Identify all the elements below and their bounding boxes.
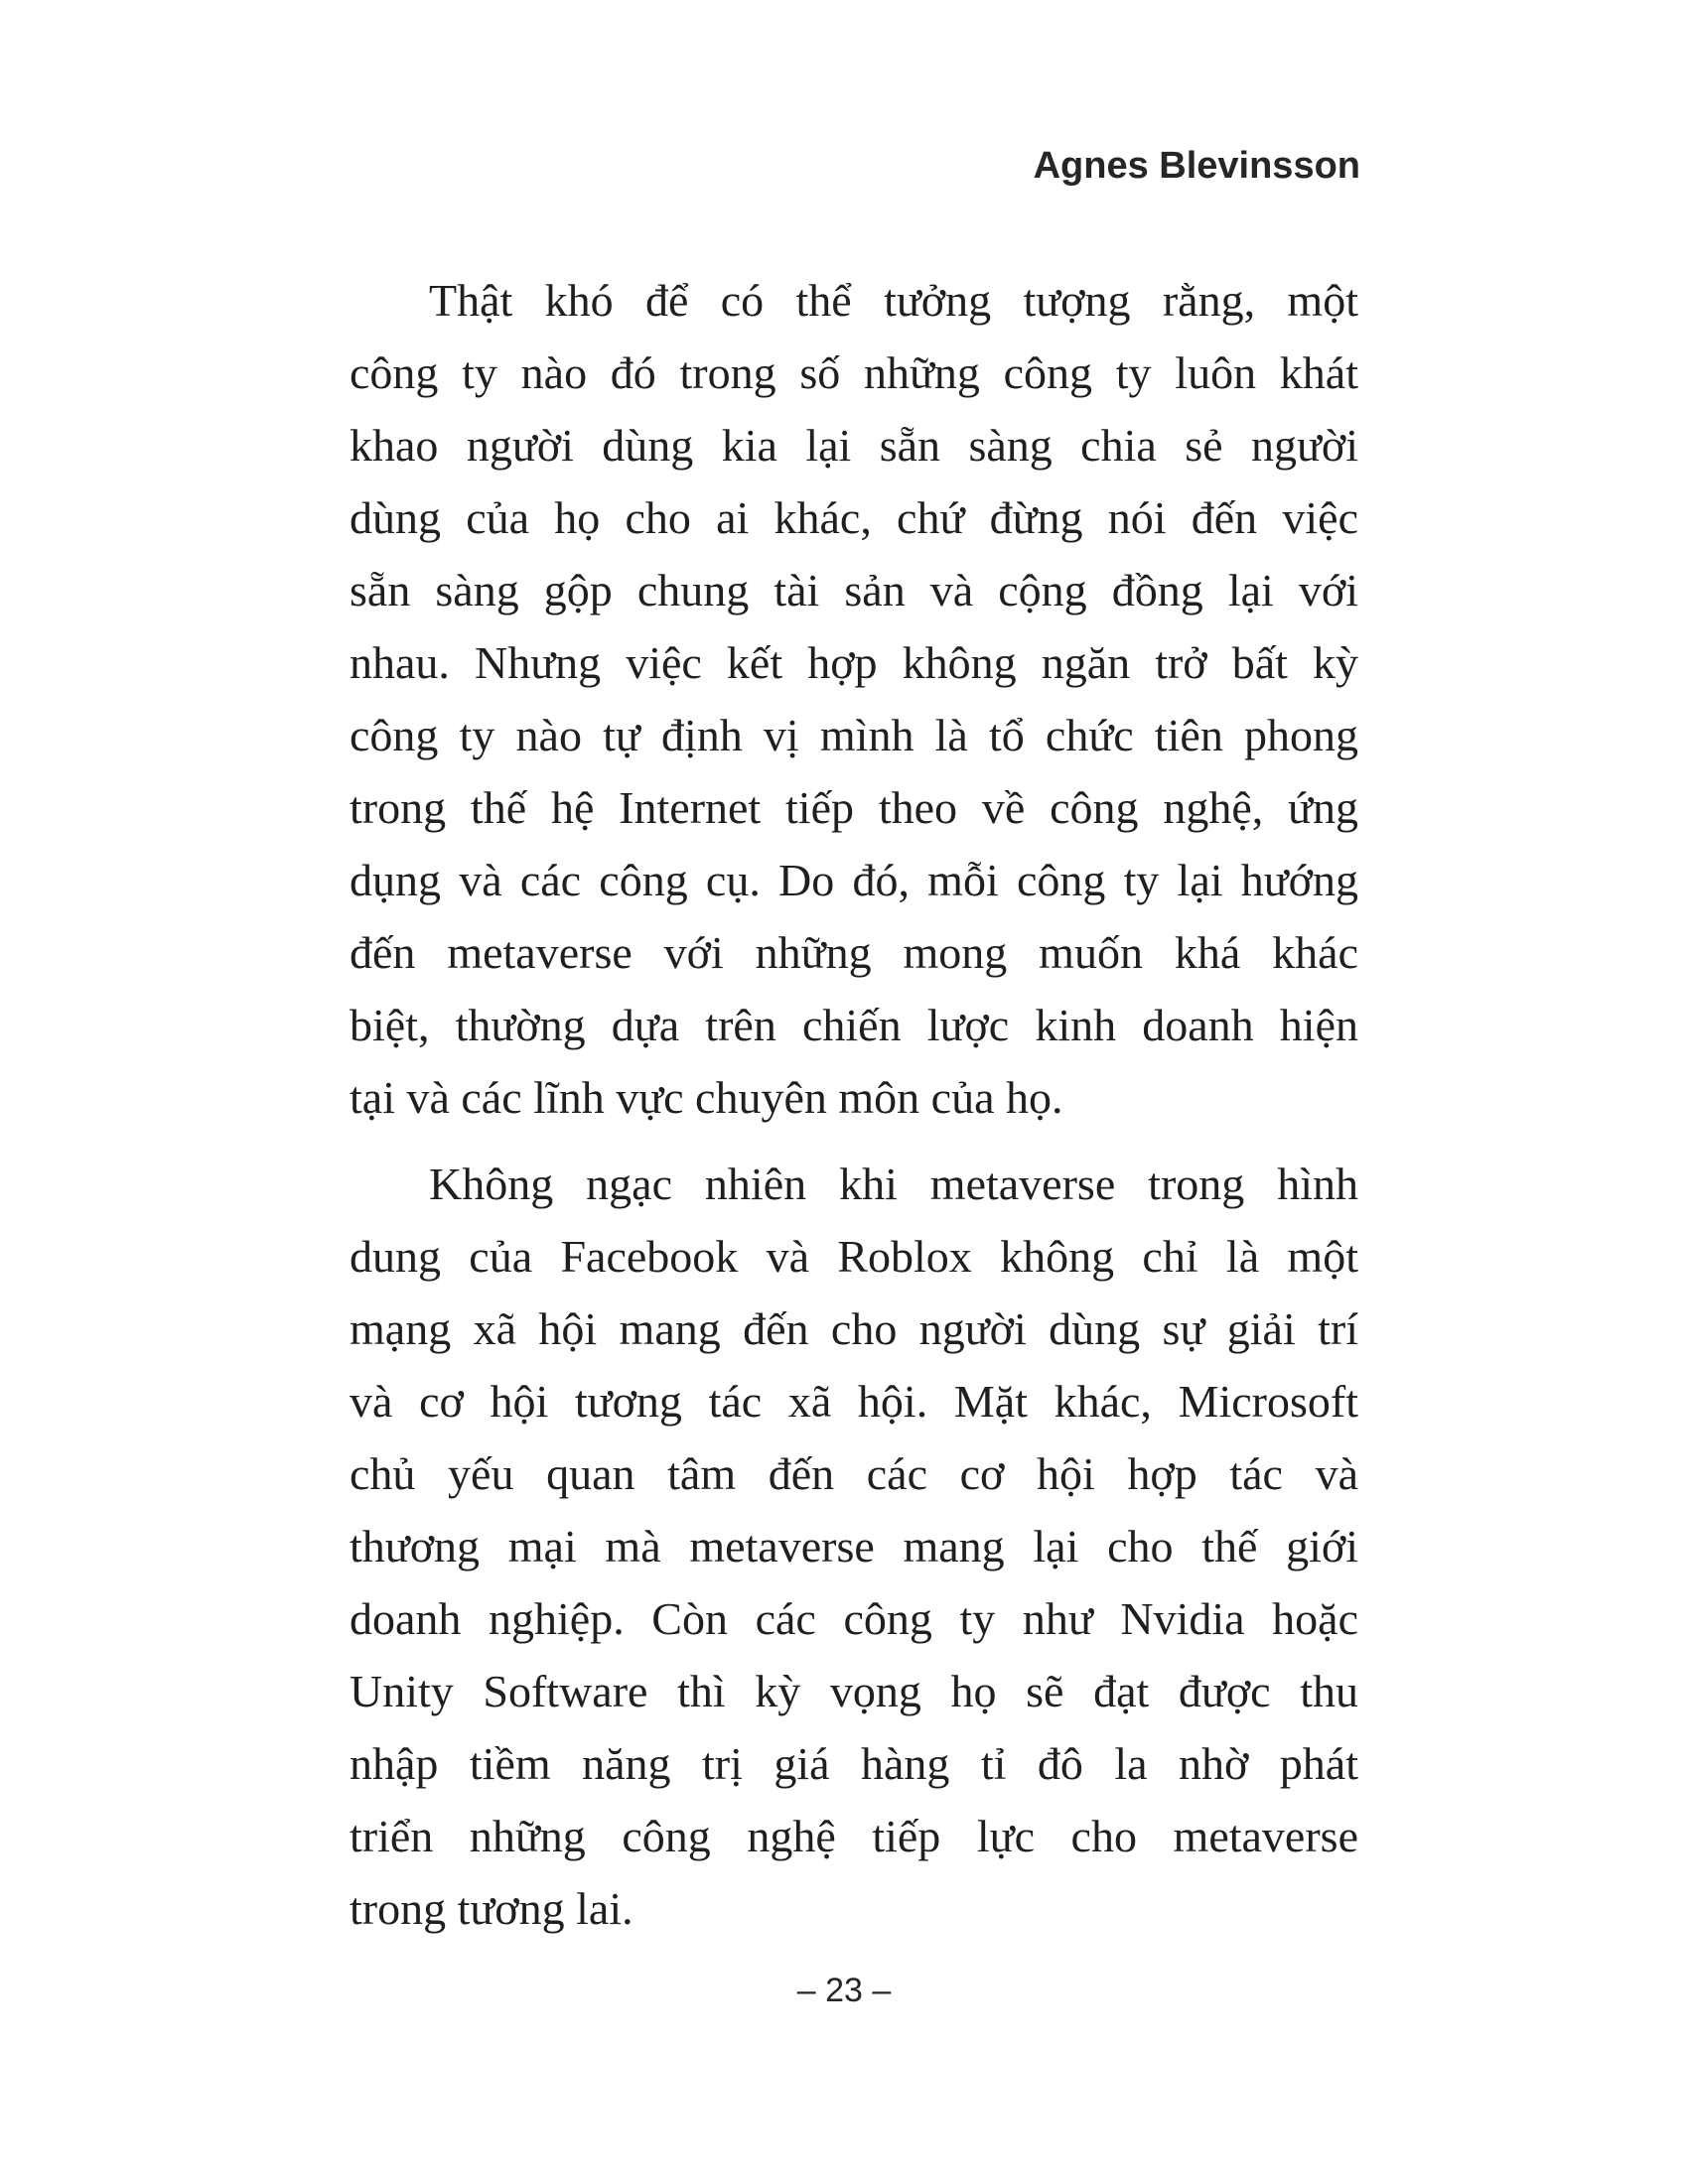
text-line: doanh nghiệp. Còn các công ty như Nvidia hoặc	[350, 1593, 1358, 1644]
body-text	[350, 264, 1358, 1945]
text-line: trong thế hệ Internet tiếp theo về công nghệ, ứng	[350, 782, 1358, 833]
text-line: chủ yếu quan tâm đến các cơ hội hợp tác và	[350, 1448, 1358, 1499]
text-line: mạng xã hội mang đến cho người dùng sự giải trí	[350, 1303, 1358, 1354]
text-line: công ty nào đó trong số những công ty luôn khát	[350, 347, 1358, 398]
running-header-author: Agnes Blevinsson	[1033, 145, 1360, 187]
paragraph-2	[350, 1148, 1358, 1945]
text-line: Không ngạc nhiên khi metaverse trong hình	[429, 1159, 1358, 1209]
text-line: nhập tiềm năng trị giá hàng tỉ đô la nhờ phát	[350, 1738, 1358, 1789]
text-line: tại và các lĩnh vực chuyên môn của họ.	[350, 1072, 1063, 1123]
text-line: dung của Facebook và Roblox không chỉ là một	[350, 1231, 1358, 1282]
text-line: đến metaverse với những mong muốn khá khác	[350, 927, 1358, 978]
page-number: – 23 –	[796, 1972, 892, 2009]
text-line: dùng của họ cho ai khác, chứ đừng nói đến việc	[350, 492, 1358, 543]
text-line: công ty nào tự định vị mình là tổ chức tiên phong	[350, 710, 1358, 760]
text-line: sẵn sàng gộp chung tài sản và cộng đồng lại với	[350, 565, 1358, 615]
text-line: và cơ hội tương tác xã hội. Mặt khác, Microsoft	[350, 1376, 1358, 1427]
text-line: thương mại mà metaverse mang lại cho thế giới	[350, 1521, 1358, 1571]
text-line: triển những công nghệ tiếp lực cho metaverse	[350, 1811, 1358, 1861]
text-line: Thật khó để có thể tưởng tượng rằng, một	[429, 275, 1358, 326]
text-line: nhau. Nhưng việc kết hợp không ngăn trở bất kỳ	[350, 637, 1358, 688]
text-line: Unity Software thì kỳ vọng họ sẽ đạt được thu	[350, 1666, 1358, 1716]
text-line: dụng và các công cụ. Do đó, mỗi công ty lại hướng	[350, 855, 1358, 905]
paragraph-1	[350, 264, 1358, 1134]
text-line: trong tương lai.	[350, 1883, 633, 1934]
text-line: biệt, thường dựa trên chiến lược kinh doanh hiện	[350, 1000, 1358, 1050]
text-line: khao người dùng kia lại sẵn sàng chia sẻ người	[350, 420, 1358, 471]
